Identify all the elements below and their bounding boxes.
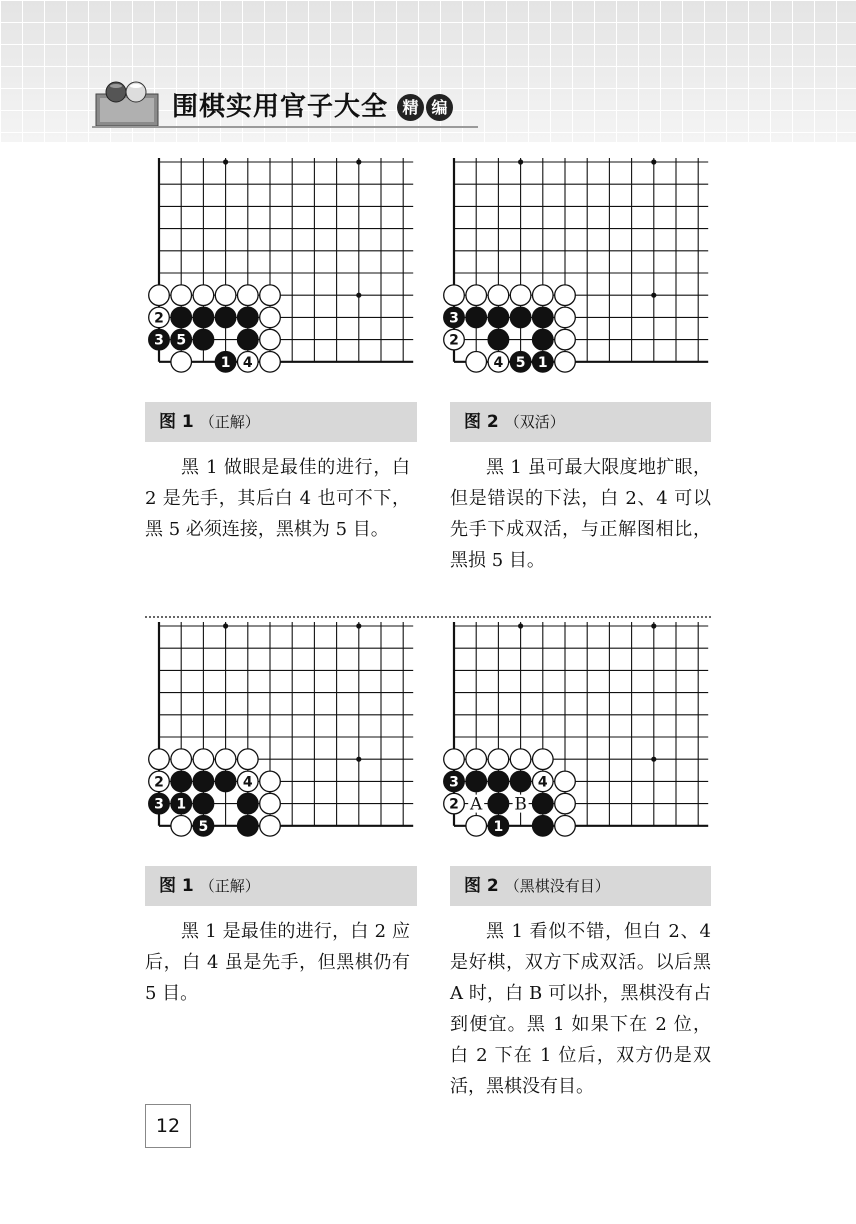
white-stone [260, 352, 281, 373]
white-stone [555, 793, 576, 814]
move-number-label: 4 [242, 774, 253, 791]
figure-explanation: 黑 1 是最佳的进行，白 2 应后，白 4 虽是先手，但黑棋仍有 5 目。 [145, 921, 410, 1004]
white-stone [215, 749, 236, 770]
white-stone [149, 285, 170, 306]
white-stone [171, 816, 192, 837]
white-stone [260, 816, 281, 837]
black-stone [444, 771, 465, 792]
black-stone [488, 771, 509, 792]
go-board-diagram [145, 158, 417, 384]
point-letter-label: A [470, 794, 483, 815]
white-stone [466, 749, 487, 770]
star-point [651, 159, 656, 164]
move-number-label: 4 [242, 354, 253, 371]
white-stone [444, 749, 465, 770]
white-stone [149, 771, 170, 792]
white-stone [510, 285, 531, 306]
white-stone [171, 285, 192, 306]
black-stone [488, 816, 509, 837]
white-stone [488, 352, 509, 373]
white-stone [466, 285, 487, 306]
black-stone [488, 329, 509, 350]
white-stone [488, 749, 509, 770]
black-stone [238, 793, 259, 814]
star-point [356, 623, 361, 628]
black-stone [193, 307, 214, 328]
white-stone [510, 749, 531, 770]
white-stone [193, 285, 214, 306]
black-stone [533, 352, 554, 373]
white-stone [533, 749, 554, 770]
move-number-label: 3 [449, 310, 459, 327]
go-board-diagram [145, 622, 417, 848]
white-stone [260, 285, 281, 306]
go-board-diagram [440, 158, 712, 384]
white-stone [149, 307, 170, 328]
star-point [518, 623, 523, 628]
figure-caption [145, 866, 417, 906]
white-stone [488, 285, 509, 306]
black-stone [533, 307, 554, 328]
point-letter-label: B [514, 794, 527, 815]
figure-caption [145, 402, 417, 442]
star-point [651, 623, 656, 628]
figure-number: 图 2 [464, 876, 499, 896]
black-stone [193, 771, 214, 792]
black-stone [510, 307, 531, 328]
white-stone [238, 771, 259, 792]
white-stone [555, 285, 576, 306]
white-stone [555, 816, 576, 837]
black-stone [215, 307, 236, 328]
star-point [356, 159, 361, 164]
white-stone [238, 285, 259, 306]
star-point [651, 757, 656, 762]
black-stone [488, 793, 509, 814]
black-stone [533, 793, 554, 814]
white-stone [260, 771, 281, 792]
star-point [223, 159, 228, 164]
move-number-label: 2 [449, 796, 459, 813]
white-stone [238, 749, 259, 770]
figure-number: 图 1 [159, 412, 194, 432]
white-stone [193, 749, 214, 770]
white-stone [260, 329, 281, 350]
black-stone [193, 816, 214, 837]
black-stone [215, 352, 236, 373]
move-number-label: 1 [493, 818, 504, 835]
white-stone [444, 285, 465, 306]
figure-subtitle: （正解） [199, 877, 260, 895]
black-stone [171, 329, 192, 350]
figure-caption [450, 402, 711, 442]
star-point [356, 293, 361, 298]
black-stone [510, 771, 531, 792]
white-stone [466, 352, 487, 373]
move-number-label: 2 [449, 332, 459, 349]
move-number-label: 2 [154, 310, 164, 327]
star-point [356, 757, 361, 762]
move-number-label: 3 [449, 774, 459, 791]
white-stone [260, 307, 281, 328]
header-underline [92, 126, 478, 128]
move-number-label: 2 [154, 774, 164, 791]
white-stone [171, 749, 192, 770]
move-number-label: 4 [493, 354, 504, 371]
black-stone [193, 329, 214, 350]
figure-number: 图 2 [464, 412, 499, 432]
black-stone [149, 329, 170, 350]
black-stone [171, 307, 192, 328]
go-board-diagram [440, 622, 712, 848]
move-number-label: 4 [537, 774, 548, 791]
section-divider [145, 616, 711, 618]
white-stone [555, 352, 576, 373]
white-stone [238, 352, 259, 373]
white-stone [466, 816, 487, 837]
black-stone [171, 771, 192, 792]
move-number-label: 5 [515, 354, 526, 371]
white-stone [444, 329, 465, 350]
book-title: 围棋实用官子大全 [172, 92, 389, 122]
badge-bian: 编 [426, 94, 453, 121]
white-stone [555, 307, 576, 328]
black-stone [238, 329, 259, 350]
move-number-label: 1 [220, 354, 231, 371]
black-stone [466, 307, 487, 328]
badge-jing: 精 [397, 94, 424, 121]
white-stone [533, 285, 554, 306]
black-stone [193, 793, 214, 814]
figure-explanation: 黑 1 做眼是最佳的进行，白 2 是先手，其后白 4 也可不下，黑 5 必须连接，黑棋为 5 目。 [145, 457, 410, 540]
black-stone [238, 816, 259, 837]
white-stone [555, 329, 576, 350]
figure-subtitle: （正解） [199, 413, 260, 431]
move-number-label: 3 [154, 332, 164, 349]
figure-explanation: 黑 1 虽可最大限度地扩眼，但是错误的下法，白 2、4 可以先手下成双活，与正解图相比，黑损 5 目。 [450, 457, 711, 571]
black-stone [215, 771, 236, 792]
move-number-label: 3 [154, 796, 164, 813]
black-stone [171, 793, 192, 814]
black-stone [444, 307, 465, 328]
star-point [518, 159, 523, 164]
black-stone [238, 307, 259, 328]
move-number-label: 1 [176, 796, 187, 813]
white-stone [171, 352, 192, 373]
page-header [0, 0, 856, 142]
white-stone [149, 749, 170, 770]
white-stone [533, 771, 554, 792]
black-stone [510, 352, 531, 373]
figure-subtitle: （黑棋没有目） [504, 877, 610, 895]
star-point [223, 623, 228, 628]
figure-number: 图 1 [159, 876, 194, 896]
white-stone [260, 793, 281, 814]
move-number-label: 5 [198, 818, 209, 835]
black-stone [533, 816, 554, 837]
star-point [651, 293, 656, 298]
figure-subtitle: （双活） [504, 413, 565, 431]
move-number-label: 5 [176, 332, 187, 349]
go-bowl-logo-icon [94, 80, 164, 128]
page-number: 12 [145, 1104, 191, 1148]
black-stone [466, 771, 487, 792]
white-stone [555, 771, 576, 792]
move-number-label: 1 [537, 354, 548, 371]
white-stone [215, 285, 236, 306]
figure-caption [450, 866, 711, 906]
black-stone [533, 329, 554, 350]
black-stone [488, 307, 509, 328]
black-stone [149, 793, 170, 814]
white-stone [444, 793, 465, 814]
figure-explanation: 黑 1 看似不错，但白 2、4 是好棋，双方下成双活。以后黑 A 时，白 B 可以扑，黑棋没有占到便宜。黑 1 如果下在 2 位，白 2 下在 1 位后，双方仍是双活，黑棋没有目。 [450, 921, 711, 1097]
